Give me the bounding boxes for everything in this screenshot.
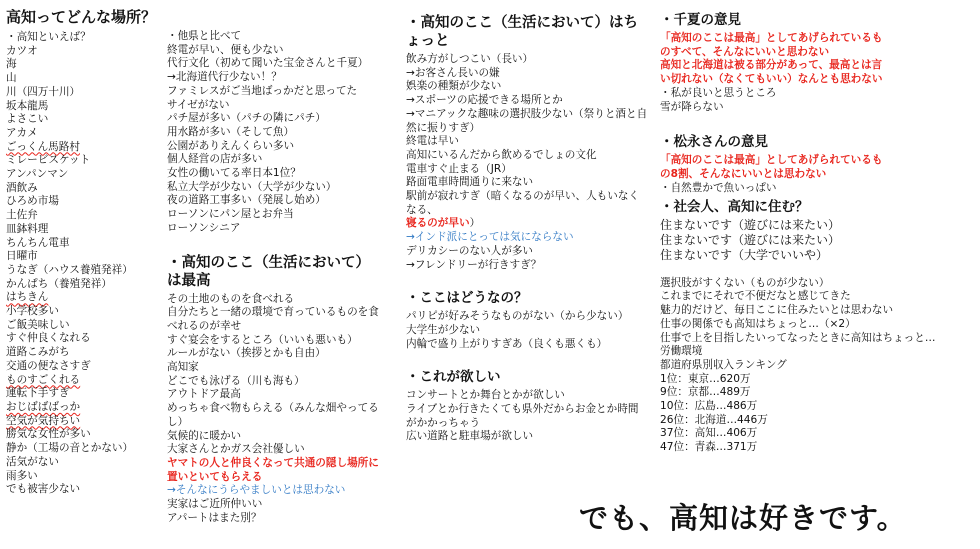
list-compare-prefectures <box>167 30 392 236</box>
list-item: ローソンシニア <box>167 221 241 234</box>
list-live-answers <box>660 218 896 262</box>
list-reasons <box>660 276 936 455</box>
list-item: 実家はご近所仲いい <box>167 498 263 511</box>
red-inline-text: 寝るのが早い <box>406 217 470 230</box>
list-item: ちんちん電車 <box>6 236 70 249</box>
list-item: 選択肢がすくない（ものが少ない） <box>660 276 830 289</box>
list-item: よさこい <box>6 113 49 126</box>
list-item: ・他県と比べて <box>167 30 242 42</box>
list-item: 高知家 <box>167 361 199 374</box>
list-item: 高知にいるんだから飲めるでしょの文化 <box>406 148 597 161</box>
column-4 <box>660 12 936 455</box>
list-item: すぐ宴会をするところ（いいも悪いも） <box>167 333 358 346</box>
list-item: 川（四万十川） <box>6 85 81 98</box>
answer-item: 住まないです（大学でいいや） <box>660 247 829 262</box>
list-item: 都道府県別収入ランキング <box>660 358 787 371</box>
section-title-wants: ・これが欲しい <box>406 369 501 386</box>
list-item: ・高知といえば？ <box>6 31 91 43</box>
list-item: →北海道代行少ない！？ <box>167 71 282 84</box>
list-item: ローソンにパン屋とお弁当 <box>167 208 294 221</box>
list-item: 雪が降らない <box>660 100 724 113</box>
matsunaga-points <box>660 182 896 196</box>
column-3 <box>406 14 651 444</box>
section-title-not-great: ・高知のここ（生活において）はちょっと <box>406 15 638 49</box>
red-opinion: 「高知のここは最高」としてあげられているもの8割、そんなにいいとは思わない <box>660 154 883 180</box>
list-item: アパートはまた別？ <box>167 511 262 524</box>
list-item: コンサートとか舞台とかが欲しい <box>406 389 565 402</box>
section-title-chinatsu: ・千夏の意見 <box>660 12 741 28</box>
matsunaga-red-opinions <box>660 154 896 181</box>
list-item: 女性の働いてる率日本1位？ <box>167 167 301 180</box>
list-not-great-tail <box>406 245 651 272</box>
list-item: でも被害少ない <box>6 483 81 496</box>
list-item: おじばばばっか <box>6 400 81 413</box>
list-item: 私立大学が少ない（大学が少ない） <box>167 180 337 193</box>
section-title-live-in-kochi: ・社会人、高知に住む？ <box>660 199 809 216</box>
list-item: 駅前が寂れすぎ（暗くなるのが早い、人もいなくなる、 <box>406 190 640 216</box>
highlight-yamato: ヤマトの人と仲良くなって共通の隠し場所に置いといてもらえる <box>167 456 379 483</box>
list-item: 労働環境 <box>660 345 703 358</box>
list-item: これまでにそれで不便だなと感じてきた <box>660 290 851 303</box>
red-opinion: 高知と北海道は被る部分があって、最高とは言い切れない（なくてもいい）なんとも思わない <box>660 59 883 86</box>
note-india-fan: →インド派にとっては気にならない <box>406 231 574 244</box>
list-item: 静か（工場の音とかない） <box>6 442 134 455</box>
list-item: すぐ仲良くなれる <box>6 332 91 345</box>
list-item: →フレンドリーが行きすぎ？ <box>406 258 542 271</box>
answer-item: 住まないです（遊びには来たい） <box>660 233 841 248</box>
list-item: アカメ <box>6 126 38 139</box>
list-item: 坂本龍馬 <box>6 99 49 112</box>
list-item: 小学校多い <box>6 305 59 318</box>
list-item: 飲み方がしつこい（長い） <box>406 53 534 65</box>
list-item: 道路こみがち <box>6 346 70 359</box>
list-item: 10位：広島…486万 <box>660 400 758 413</box>
list-item: 魅力的だけど、毎日ここに住みたいとは思わない <box>660 304 894 317</box>
chinatsu-good-points <box>660 87 896 114</box>
list-item: 代行文化（初めて聞いた宝金さんと千夏） <box>167 57 369 70</box>
list-item: うなぎ（ハウス養殖発祥） <box>6 263 133 276</box>
list-item: ファミレスがご当地ばっかだと思ってた <box>167 84 358 97</box>
list-item: ごっくん馬路村 <box>6 140 80 153</box>
list-item: デリカシーのない人が多い <box>406 244 534 257</box>
list-item: 交通の便なさすぎ <box>6 359 91 372</box>
list-item: アウトドア最高 <box>167 388 241 401</box>
list-item: はちきん <box>6 291 49 304</box>
list-item: 内輪で盛り上がりすぎあ（良くも悪くも） <box>406 337 608 350</box>
list-item: ひろめ市場 <box>6 195 59 208</box>
list-item: 勝気な女性が多い <box>6 428 91 441</box>
list-item: アンパンマン <box>6 168 69 181</box>
list-item: 1位：東京…620万 <box>660 372 751 385</box>
list-item: ものすごくれる <box>6 373 81 386</box>
list-item: 雨多い <box>6 469 38 482</box>
list-item: ルールがない（挨拶とかも自由） <box>167 347 326 360</box>
list-item: カツオ <box>6 44 38 57</box>
list-item: かんぱち（養殖発祥） <box>6 277 112 290</box>
note-not-envious: →そんなにうらやましいとは思わない <box>167 484 346 497</box>
highlight-sleep-early <box>406 217 651 231</box>
column-2 <box>167 30 392 526</box>
list-item: 9位：京都…489万 <box>660 386 751 399</box>
list-item: 終電が早い、便も少ない <box>167 43 284 56</box>
list-item: →マニアックな趣味の選択肢少ない（祭りと酒と自然に振りすぎ） <box>406 107 648 134</box>
list-item: ライブとか行きたくても県外だからお金とか時間がかかっちゃう <box>406 403 639 429</box>
chinatsu-red-opinions <box>660 32 896 87</box>
list-not-great <box>406 53 651 217</box>
list-item: 仕事の関係でも高知はちょっと…（×2） <box>660 317 856 330</box>
list-item: 夜の道路工事多い（発展し始め） <box>167 194 326 207</box>
close-paren: ） <box>469 217 481 230</box>
list-item: →お客さん長いの嫌 <box>406 66 500 79</box>
list-item: 用水路が多い（そして魚） <box>167 125 295 138</box>
section-title-how-about: ・ここはどうなの？ <box>406 290 528 307</box>
list-item: めっちゃ食べ物もらえる（みんな畑やってるし） <box>167 402 379 428</box>
list-item: 日曜市 <box>6 250 38 263</box>
list-item: 路面電車時間通りに来ない <box>406 176 534 189</box>
list-how-about <box>406 310 651 351</box>
section-title-best: ・高知のここ（生活において）は最高 <box>167 254 370 289</box>
list-item: →スポーツの応援できる場所とか <box>406 94 563 107</box>
list-item: 電車すぐ止まる（JR） <box>406 162 512 175</box>
list-item: 公園がありえんくらい多い <box>167 139 295 152</box>
list-item: 酒飲み <box>6 181 38 194</box>
list-item: 気候的に暖かい <box>167 429 242 442</box>
answer-item: 住まないです（遊びには来たい） <box>660 218 841 233</box>
list-item: 大家さんとかガス会社優しい <box>167 443 305 456</box>
list-item: 土佐弁 <box>6 209 38 222</box>
list-item: 47位：青森…371万 <box>660 441 758 454</box>
list-item: 皿鉢料理 <box>6 222 49 235</box>
list-item: 活気がない <box>6 455 59 468</box>
list-item: 26位：北海道…446万 <box>660 413 768 426</box>
list-item: どこでも泳げる（川も海も） <box>167 374 305 387</box>
list-item: パチ屋が多い（パチの隣にパチ） <box>167 112 326 125</box>
list-best-points <box>167 293 392 457</box>
section-title-matsunaga: ・松永さんの意見 <box>660 134 768 151</box>
list-item: 広い道路と駐車場が欲しい <box>406 430 534 443</box>
red-opinion: 「高知のここは最高」としてあげられているものすべて、そんなにいいと思わない <box>660 32 883 58</box>
list-item: 山 <box>6 72 17 85</box>
list-kochi-image <box>6 31 166 497</box>
list-best-points-tail <box>167 498 392 525</box>
column-1 <box>6 8 166 497</box>
list-item: ・私が良いと思うところ <box>660 86 777 99</box>
list-item: 終電は早い <box>406 135 459 148</box>
list-item: その土地のものを食べれる <box>167 292 295 305</box>
list-item: パリピが好みそうなものがない（から少ない） <box>406 310 629 323</box>
list-item: 娯楽の種類が少ない <box>406 80 502 93</box>
list-item: 仕事で上を目指したいってなったときに高知はちょっと… <box>660 331 936 344</box>
list-item: 海 <box>6 58 17 71</box>
page-title: 高知ってどんな場所？ <box>6 8 157 26</box>
list-item: サイゼがない <box>167 98 230 111</box>
list-item: 運転下手すぎ <box>6 387 70 400</box>
list-item: 37位：高知…406万 <box>660 427 758 440</box>
list-wants <box>406 389 651 444</box>
list-item: 個人経営の店が多い <box>167 153 263 166</box>
list-item: 空気が気持ちい <box>6 414 81 427</box>
list-item: 大学生が少ない <box>406 323 481 336</box>
list-item: ・自然豊かで魚いっぱい <box>660 181 777 194</box>
list-item: 自分たちと一緒の環境で育っているものを食べれるのが幸せ <box>167 306 379 332</box>
closing-tagline: でも、高知は好きです。 <box>579 501 907 535</box>
list-item: ミレービスケット <box>6 154 91 167</box>
list-item: ご飯美味しい <box>6 318 70 331</box>
